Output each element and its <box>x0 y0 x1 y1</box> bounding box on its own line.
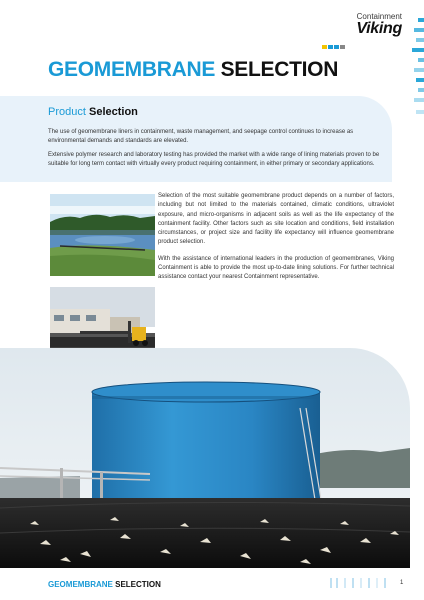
footer-title <box>48 580 161 589</box>
body-paragraph-2: With the assistance of international leaders in the production of geomembranes, Viking Containment is able to provide the most up-to-date lining solutions. For further technical assistance contact your nearest Containment representative. <box>158 255 394 281</box>
page-title-part1: GEOMEMBRANE <box>48 58 216 81</box>
footer-title-part1: GEOMEMBRANE <box>48 580 113 589</box>
logo-viking-text: Viking <box>356 20 402 37</box>
body-text <box>158 192 394 290</box>
footer-title-part2: SELECTION <box>115 580 161 589</box>
intro-paragraph-2: Extensive polymer research and laboratory testing has provided the market with a wide range of lining materials proven to be suitable for long term contact with virtually every product requiring containment, in either primary or secondary applications. <box>48 152 380 167</box>
page-title-part2: SELECTION <box>220 58 339 81</box>
page-number: 1 <box>400 580 404 586</box>
logo-containment-text: Containment <box>356 12 402 21</box>
page-title <box>48 58 338 82</box>
body-paragraph-1: Selection of the most suitable geomembrane product depends on a number of factors, including but not limited to the materials contained, climatic conditions, ultraviolet exposure, and micro-organisms in adjacent soils as well as the life expectancy of the containment facility. Other factors such as site location and conditions, field installation circumstances, or project size and facility life expectancy will influence geomembrane product selection. <box>158 193 394 246</box>
tank-photo <box>0 348 410 568</box>
logo-color-bars <box>322 36 346 54</box>
footer-stripes <box>330 578 390 588</box>
reservoir-photo <box>50 194 155 276</box>
section-heading-part1: Product <box>48 106 86 118</box>
section-heading-part2: Selection <box>88 106 138 118</box>
section-heading <box>48 106 138 118</box>
intro-section <box>0 96 392 182</box>
edge-stripes <box>410 0 424 150</box>
intro-paragraph-1: The use of geomembrane liners in containment, waste management, and seepage control continues to increase as environmental demands and standards are elevated. <box>48 129 354 144</box>
viking-containment-logo <box>322 12 402 42</box>
